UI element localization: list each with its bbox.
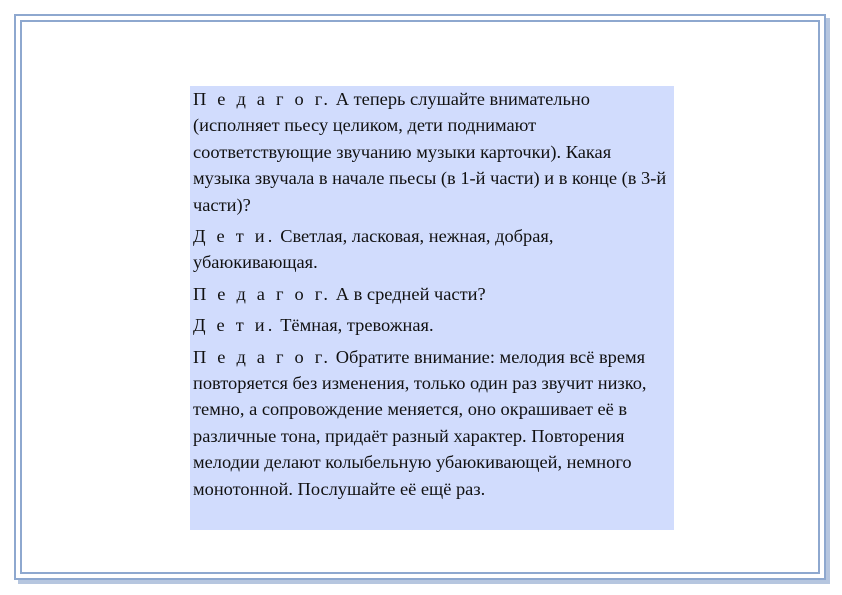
dialogue-paragraph: [193, 312, 672, 338]
dialogue-paragraph: [193, 344, 672, 502]
paragraph-text: А в средней части?: [335, 283, 486, 304]
paragraph-text: А теперь слушайте внимательно (исполняет пьесу целиком, дети поднимают соответствующие звучанию музыки карточки). Какая музыка звучала в начале пьесы (в 1-й части) и в конце (в 3-й части)?: [193, 89, 667, 215]
speaker-label: П е д а г о г.: [193, 89, 332, 109]
dialogue-paragraph: [193, 223, 672, 276]
frame-shadow: [18, 580, 830, 584]
speaker-label: П е д а г о г.: [193, 283, 332, 304]
paragraph-text: Тёмная, тревожная.: [280, 315, 434, 336]
speaker-label: Д е т и.: [193, 315, 276, 336]
dialogue-paragraph: [193, 86, 672, 218]
paragraph-text: Светлая, ласковая, нежная, добрая, убаюкивающая.: [193, 226, 554, 273]
speaker-label: П е д а г о г.: [193, 346, 332, 367]
paragraph-text: Обратите внимание: мелодия всё время повторяется без изменения, только один раз звучит низко, темно, а сопровождение меняется, оно окрашивает её в различные тона, придаёт разный характер. Повторения мелодии делают колыбельную убаюкивающей, немного монотонной. Послушайте её ещё раз.: [193, 346, 647, 499]
frame-shadow: [826, 18, 830, 582]
dialogue-paragraph: [193, 281, 672, 307]
dialogue-text-block: [190, 86, 674, 530]
speaker-label: Д е т и.: [193, 226, 276, 247]
